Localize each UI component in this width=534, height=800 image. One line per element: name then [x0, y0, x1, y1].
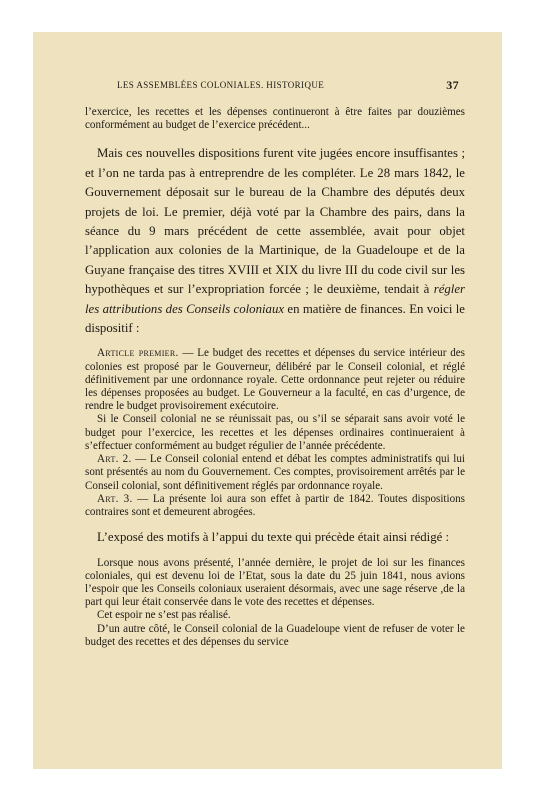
article-1-label: Article premier. [97, 347, 179, 360]
paragraph-main [85, 144, 465, 338]
quote-paragraph-2: Cet espoir ne s’est pas réalisé. [97, 609, 231, 622]
paragraph-main-text-b: en matière de finances. En voici le dispositif : [85, 301, 465, 336]
article-1-continuation: Si le Conseil colonial ne se réunissait pas, ou s’il se séparait sans avoir voté le budget pour l’exercice, les recettes et les dépenses ordinaires continueraient à s’effectuer conformément au budget régulier de l’année précédente. [85, 413, 465, 452]
paragraph-main-italic: régler les attributions des Conseils coloniaux [85, 282, 465, 316]
quote-paragraph-3: D’un autre côté, le Conseil colonial de la Guadeloupe vient de refuser de voter le budget des recettes et des dépenses du service [85, 622, 465, 648]
paragraph-main-text-a: Mais ces nouvelles dispositions furent vite jugées encore insuffisantes ; et l’on ne tarda pas à entreprendre de les compléter. Le 28 mars 1842, le Gouvernement déposait sur le bureau de la Chambre des députés deux projets de loi. Le premier, déjà voté par la Chambre des pairs, dans la séance du 9 mars précédent de cette assemblée, avait pour objet l’application aux colonies de la Martinique, de la Guadeloupe et de la Guyane française des titres XVIII et XIX du livre III du code civil sur les hypothèques et sur l’expropriation forcée ; le deuxième, tendait à [85, 146, 465, 297]
running-title: LES ASSEMBLÉES COLONIALES. HISTORIQUE [117, 80, 325, 90]
paragraph-continuation: l’exercice, les recettes et les dépenses continueront à être faites par douzièmes conformément au budget de l’exercice précédent... [85, 106, 465, 132]
article-3-label: Art. 3. [97, 492, 133, 505]
article-3 [85, 493, 465, 519]
article-2-label: Art. 2. [97, 453, 132, 466]
article-1-text: — Le budget des recettes et dépenses du service intérieur des colonies est proposé par le Gouverneur, délibéré par le Conseil colonial, et réglé définitivement par une ordonnance royale. Cette ordonnance peut rejeter ou réduire les dépenses proposées au budget. Le Gouverneur a la faculté, en cas d’urgence, de rendre le budget provisoirement exécutoire. [85, 347, 465, 413]
article-2 [85, 453, 465, 493]
article-2-text: — Le Conseil colonial entend et débat les comptes administratifs qui lui sont présentés au nom du Gouvernement. Ces comptes, provisoirement arrêtés par le Conseil colonial, sont définitivement réglés par ordonnance royale. [85, 453, 465, 492]
quote-paragraph-1: Lorsque nous avons présenté, l’année dernière, le projet de loi sur les finances coloniales, qui est devenu loi de l’Etat, sous la date du 25 juin 1841, nous avions l’espoir que les Conseils coloniaux useraient désormais, avec une sage réserve ,de la part qui leur était conservée dans le vote des recettes et dépenses. [85, 556, 465, 609]
article-1 [85, 347, 465, 413]
page-number: 37 [446, 78, 459, 92]
article-3-text: — La présente loi aura son effet à partir de 1842. Toutes dispositions contraires sont et demeurent abrogées. [85, 492, 465, 518]
page-body [85, 106, 465, 649]
paragraph-expose: L’exposé des motifs à l’appui du texte qui précède était ainsi rédigé : [97, 530, 450, 545]
book-page [33, 32, 502, 769]
